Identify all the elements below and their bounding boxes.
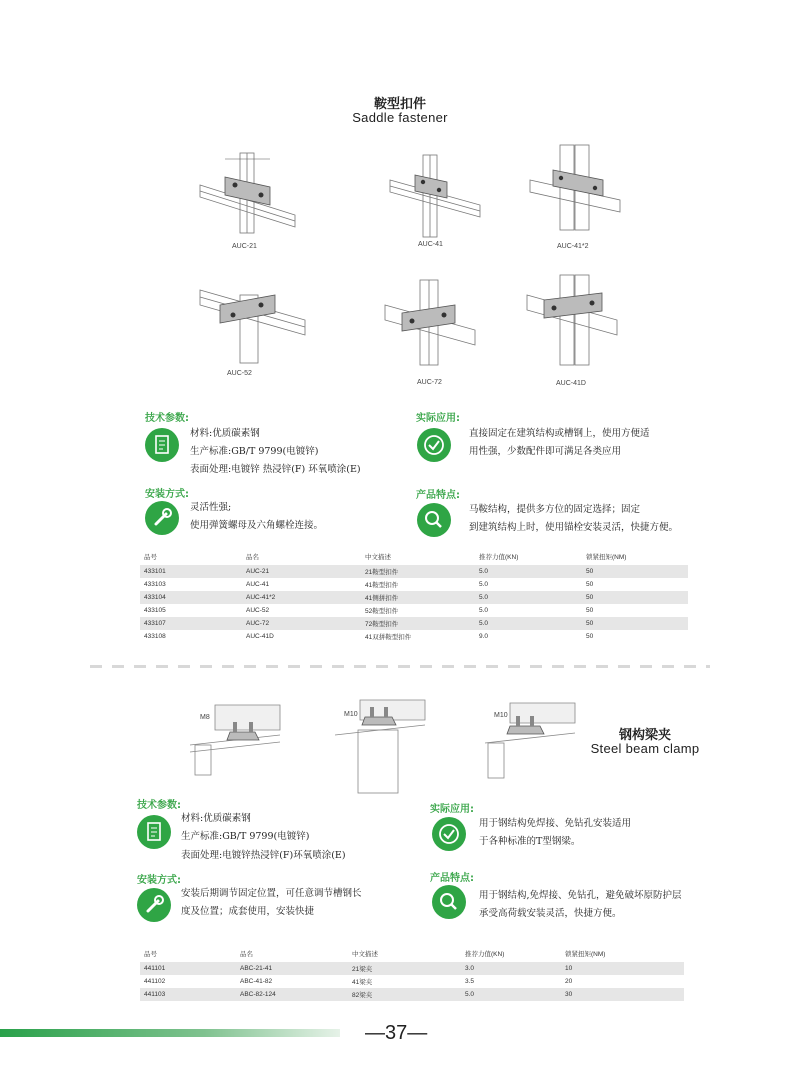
table-cell: AUC-21 <box>242 565 361 578</box>
table-cell: 72鞍型扣件 <box>361 617 475 630</box>
document-icon <box>145 428 179 462</box>
figure-label: AUC-52 <box>227 370 252 377</box>
saddle-tech-line: 生产标准:GB/T 9799(电镀锌) <box>190 446 319 457</box>
table-cell: 433104 <box>140 591 242 604</box>
saddle-app-line: 用性强，少数配件即可满足各类应用 <box>469 446 622 457</box>
beam-install-line: 安装后期调节固定位置，可任意调节槽钢长 <box>181 888 362 899</box>
table-cell: 21梁夹 <box>348 962 461 975</box>
table-cell: AUC-72 <box>242 617 361 630</box>
table-cell: 5.0 <box>475 617 582 630</box>
saddle-figure-auc-41 <box>385 150 485 240</box>
table-cell: AUC-41*2 <box>242 591 361 604</box>
beam-title-cn: 钢构梁夹 <box>618 728 671 743</box>
table-cell: 50 <box>586 581 594 588</box>
table-row <box>140 975 684 988</box>
table-cell: 9.0 <box>479 633 489 640</box>
figure-label: M10 <box>344 711 358 718</box>
footer-green-bar <box>0 1029 340 1037</box>
saddle-title-cn: 鞍型扣件 <box>373 97 426 112</box>
table-cell: 50 <box>586 607 594 614</box>
table-cell: 5.0 <box>479 607 489 614</box>
saddle-features-line: 到建筑结构上时，使用锚栓安装灵活，快捷方便。 <box>469 522 679 533</box>
figure-label: AUC-41 <box>418 241 443 248</box>
table-cell: AUC-41 <box>246 581 270 588</box>
table-cell: 441102 <box>144 978 166 985</box>
page-number-value: 37 <box>385 1022 408 1044</box>
section-divider <box>90 665 710 668</box>
figure-label: M8 <box>200 714 210 721</box>
table-cell: 5.0 <box>475 591 582 604</box>
table-cell: AUC-41D <box>246 633 274 640</box>
saddle-figure-auc-52 <box>195 265 310 365</box>
table-cell: 41双拼鞍型扣件 <box>365 634 412 641</box>
table-cell: 52鞍型扣件 <box>365 608 399 615</box>
magnifier-icon <box>417 503 451 537</box>
table-row <box>140 578 688 591</box>
table-row <box>140 962 684 975</box>
table-cell: ABC-41-82 <box>240 978 273 985</box>
figure-label: AUC-72 <box>417 379 442 386</box>
figure-label: AUC-21 <box>232 243 257 250</box>
saddle-figure-auc-21 <box>195 145 305 235</box>
table-row <box>140 630 688 643</box>
beam-app-line: 于各种标准的T型钢梁。 <box>479 836 581 847</box>
check-badge-icon <box>417 428 451 462</box>
table-cell: 5.0 <box>461 988 561 1001</box>
table-header-row <box>140 548 688 565</box>
table-cell: 50 <box>582 617 688 630</box>
saddle-features-line: 马鞍结构，提供多方位的固定选择；固定 <box>469 504 641 515</box>
table-cell: 41侧拼扣件 <box>361 591 475 604</box>
column-header: 锁紧扭矩(NM) <box>565 951 606 958</box>
table-cell: AUC-52 <box>246 607 270 614</box>
page-number <box>365 1022 427 1045</box>
figure-label: M10 <box>494 712 508 719</box>
saddle-figure-auc-41d <box>522 265 622 370</box>
beam-install-heading: 安装方式: <box>137 875 181 886</box>
column-header: 品号 <box>144 554 157 561</box>
saddle-install-line: 灵活性强; <box>190 502 232 513</box>
document-icon <box>137 815 171 849</box>
table-cell: 441103 <box>140 988 236 1001</box>
figure-label: AUC-41*2 <box>557 243 589 250</box>
saddle-features-heading: 产品特点: <box>416 490 460 501</box>
table-cell: 21鞍型扣件 <box>361 565 475 578</box>
saddle-figure-auc-72 <box>380 275 480 370</box>
table-cell: 20 <box>565 978 573 985</box>
saddle-spec-table <box>140 548 688 643</box>
table-cell: 433108 <box>144 633 166 640</box>
table-cell: 50 <box>582 591 688 604</box>
table-row <box>140 604 688 617</box>
saddle-tech-line: 材料:优质碳素钢 <box>190 428 260 439</box>
table-row <box>140 988 684 1001</box>
beam-features-heading: 产品特点: <box>430 873 474 884</box>
table-cell: 30 <box>561 988 684 1001</box>
column-header: 推荐力值(KN) <box>465 951 505 958</box>
table-header-row <box>140 945 684 962</box>
table-cell: ABC-21-41 <box>236 962 348 975</box>
table-row <box>140 565 688 578</box>
table-cell: 433105 <box>144 607 166 614</box>
saddle-title-en: Saddle fastener <box>352 110 448 125</box>
beam-tech-line: 表面处理:电镀锌热浸锌(F)环氧喷涂(E) <box>181 850 346 861</box>
table-cell: 3.5 <box>465 978 475 985</box>
column-header: 中文描述 <box>352 951 378 958</box>
beam-clamp-figure-3 <box>480 698 580 780</box>
column-header: 品名 <box>240 951 253 958</box>
beam-tech-heading: 技术参数: <box>137 800 181 811</box>
table-cell: 441101 <box>140 962 236 975</box>
table-cell: 433107 <box>140 617 242 630</box>
page-number-dash: — <box>407 1022 428 1044</box>
page-number-dash: — <box>365 1022 385 1044</box>
saddle-install-heading: 安装方式: <box>145 489 189 500</box>
beam-tech-line: 生产标准:GB/T 9799(电镀锌) <box>181 831 310 842</box>
wrench-icon <box>137 888 171 922</box>
column-header: 品名 <box>246 554 259 561</box>
saddle-tech-line: 表面处理:电镀锌 热浸锌(F) 环氧喷涂(E) <box>190 464 361 475</box>
table-cell: 50 <box>586 633 594 640</box>
wrench-icon <box>145 501 179 535</box>
figure-label: AUC-41D <box>556 380 586 387</box>
beam-clamp-figure-1 <box>185 700 285 778</box>
magnifier-icon <box>432 885 466 919</box>
table-cell: 82梁夹 <box>348 988 461 1001</box>
table-cell: 433101 <box>140 565 242 578</box>
beam-title-en: Steel beam clamp <box>590 741 700 756</box>
column-header: 品号 <box>144 951 157 958</box>
table-cell: 10 <box>561 962 684 975</box>
saddle-install-line: 使用弹簧螺母及六角螺栓连接。 <box>190 520 324 531</box>
table-cell: 50 <box>582 565 688 578</box>
table-cell: 433103 <box>144 581 166 588</box>
column-header: 中文描述 <box>365 554 391 561</box>
column-header: 锁紧扭矩(NM) <box>586 554 627 561</box>
table-row <box>140 617 688 630</box>
table-cell: 41梁夹 <box>352 979 373 986</box>
table-cell: 41鞍型扣件 <box>365 582 399 589</box>
table-cell: ABC-82-124 <box>236 988 348 1001</box>
beam-spec-table <box>140 945 684 1001</box>
beam-app-line: 用于钢结构免焊接、免钻孔安装适用 <box>479 818 632 829</box>
beam-clamp-figure-2 <box>330 695 430 795</box>
saddle-app-line: 直接固定在建筑结构或槽钢上，使用方便适 <box>469 428 650 439</box>
table-row <box>140 591 688 604</box>
saddle-tech-heading: 技术参数: <box>145 413 189 424</box>
beam-features-line: 用于钢结构,免焊接、免钻孔，避免破坏原防护层 <box>479 890 682 901</box>
beam-app-heading: 实际应用: <box>430 804 474 815</box>
beam-install-line: 度及位置；成套使用，安装快捷 <box>181 906 315 917</box>
column-header: 推荐力值(KN) <box>479 554 519 561</box>
table-cell: 5.0 <box>475 565 582 578</box>
table-cell: 3.0 <box>461 962 561 975</box>
check-badge-icon <box>432 817 466 851</box>
beam-features-line: 承受高荷载安装灵活，快捷方便。 <box>479 908 622 919</box>
saddle-app-heading: 实际应用: <box>416 413 460 424</box>
saddle-figure-auc-41-2 <box>525 140 625 235</box>
beam-tech-line: 材料:优质碳素钢 <box>181 813 251 824</box>
table-cell: 5.0 <box>479 581 489 588</box>
